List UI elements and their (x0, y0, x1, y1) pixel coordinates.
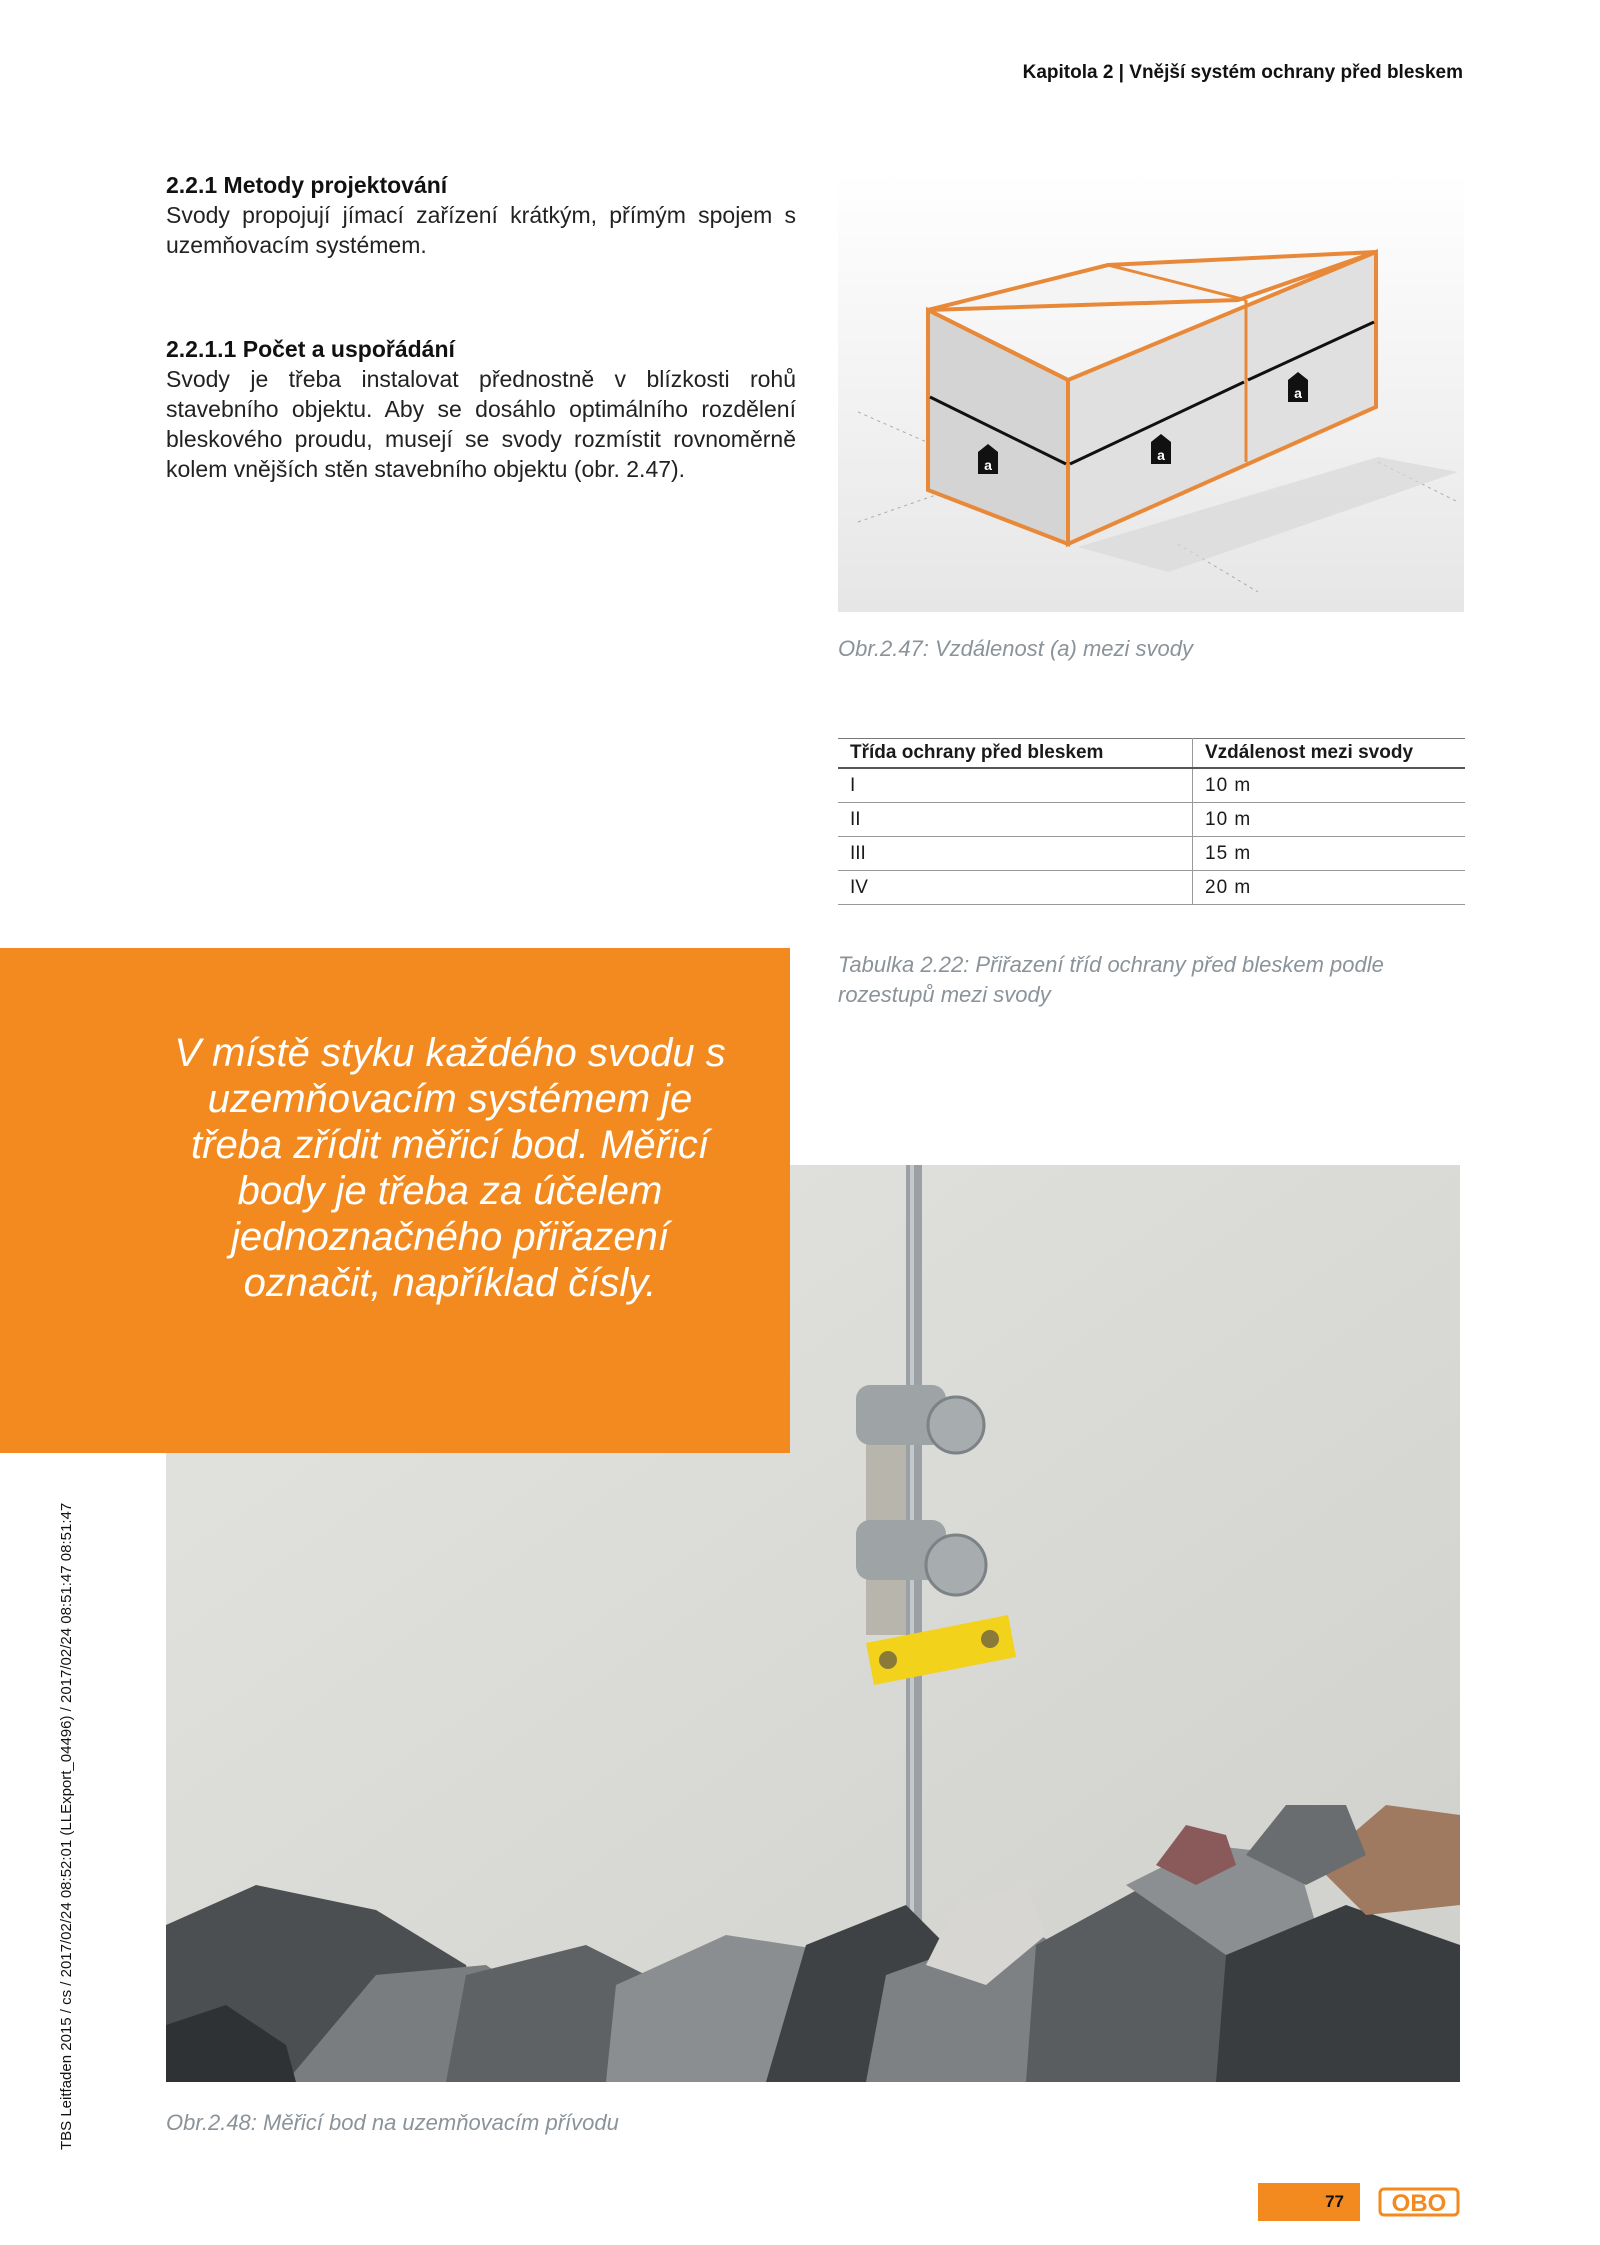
page-number: 77 (1325, 2192, 1344, 2211)
distance-table (838, 738, 1465, 905)
table-cell-class: IV (838, 871, 1193, 905)
table-cell-distance: 15 m (1193, 837, 1466, 871)
table-cell-class: II (838, 803, 1193, 837)
table-row (838, 768, 1465, 803)
building-diagram-svg (838, 172, 1464, 612)
building-diagram (838, 172, 1464, 612)
chapter-header: Kapitola 2 | Vnější systém ochrany před bleskem (1022, 62, 1463, 83)
marker-a-label: a (1157, 447, 1165, 463)
table-cell-distance: 20 m (1193, 871, 1466, 905)
figure2-caption: Obr.2.48: Měřicí bod na uzemňovacím přívodu (166, 2110, 619, 2135)
section-body-methods: Svody propojují jímací zařízení krátkým, přímým spojem s uzemňovacím systémem. (166, 202, 796, 258)
table-cell-class: III (838, 837, 1193, 871)
obo-logo-svg (1378, 2183, 1460, 2221)
figure1-caption: Obr.2.47: Vzdálenost (a) mezi svody (838, 636, 1194, 661)
obo-logo-text: OBO (1391, 2190, 1447, 2217)
table-row (838, 803, 1465, 837)
table-row (838, 837, 1465, 871)
table-cell-distance: 10 m (1193, 803, 1466, 837)
table-row (838, 871, 1465, 905)
marker-a-label: a (1294, 385, 1302, 401)
quote-text: V místě styku každého svodu s uzemňovacím systémem je třeba zřídit měřicí bod. Měřicí body je třeba za účelem jednoznačného přiřazení označit, například čísly. (174, 1031, 726, 1305)
table-header-row (838, 739, 1465, 769)
section-title-methods: 2.2.1 Metody projektování (166, 172, 448, 198)
side-print-info: TBS Leitfaden 2015 / cs / 2017/02/24 08:52:01 (LLExport_04496) / 2017/02/24 08:51:47 08:51:47 (58, 1502, 75, 2150)
table-cell-class: I (838, 768, 1193, 803)
table-header-distance: Vzdálenost mezi svody (1193, 739, 1466, 769)
section-body-count: Svody je třeba instalovat přednostně v blízkosti rohů stavebního objektu. Aby se dosáhlo optimálního rozdělení bleskového proudu, musejí se svody rozmístit rovnoměrně kolem vnějších stěn stavebního objektu (obr. 2.47). (166, 366, 796, 482)
obo-logo (1378, 2183, 1460, 2221)
section-title-count: 2.2.1.1 Počet a uspořádání (166, 336, 455, 362)
table-caption: Tabulka 2.22: Přiřazení tříd ochrany před bleskem podle rozestupů mezi svody (838, 952, 1384, 1007)
marker-a-label: a (984, 457, 992, 473)
table-cell-distance: 10 m (1193, 768, 1466, 803)
table-header-class: Třída ochrany před bleskem (838, 739, 1193, 769)
